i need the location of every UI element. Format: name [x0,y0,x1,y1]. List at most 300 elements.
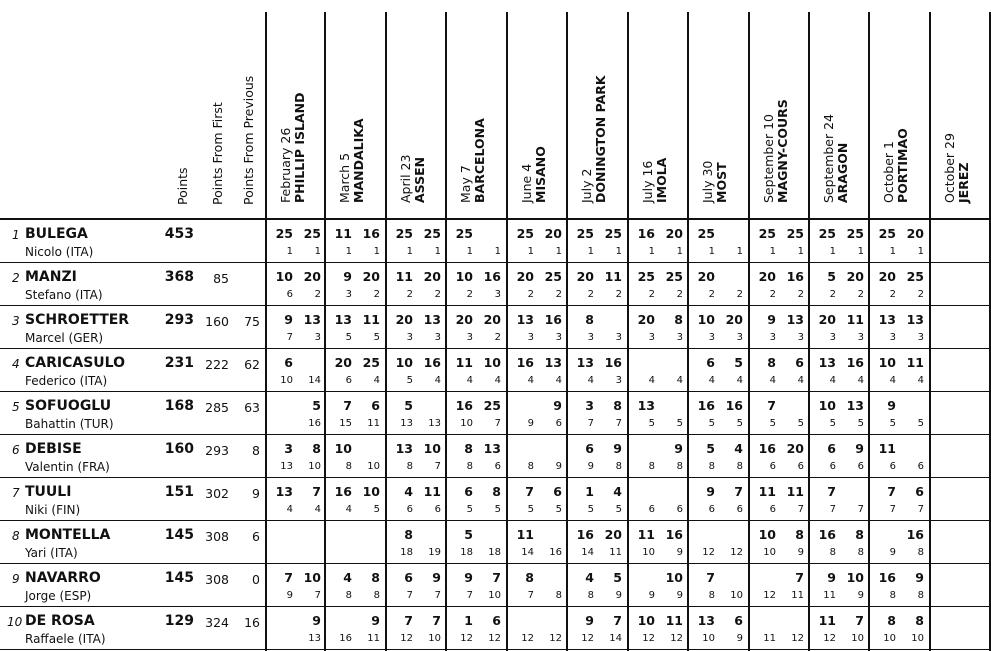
race1-points: 9 [767,312,776,327]
race1-points: 11 [878,441,896,456]
race1-rank: 3 [466,332,473,343]
race2-rank: 2 [917,289,924,300]
race1-rank: 7 [406,590,413,601]
race2-rank: 11 [609,547,622,558]
race1-points: 13 [275,484,293,499]
race1-points: 16 [637,226,655,241]
rider-last-name: SOFUOGLU [25,398,112,414]
race2-points: 13 [846,398,864,413]
table-row [0,219,991,262]
race1-points: 7 [343,398,352,413]
race2-points: 7 [855,613,864,628]
race1-rank: 3 [527,332,534,343]
race1-rank: 5 [769,418,776,429]
race1-rank: 6 [889,461,896,472]
race1-rank: 1 [769,246,776,257]
race-date: March 5 [337,152,352,203]
race1-rank: 3 [406,332,413,343]
race2-rank: 11 [367,418,380,429]
race-date: September 10 [761,114,776,203]
race1-rank: 11 [823,590,836,601]
race2-rank: 7 [434,590,441,601]
race1-points: 25 [758,226,776,241]
race1-points: 8 [525,570,534,585]
race1-rank: 7 [587,418,594,429]
table-row [0,434,991,477]
header-points-from-previous: Points From Previous [241,75,256,205]
race2-rank: 16 [308,418,321,429]
race1-rank: 12 [823,633,836,644]
race2-points: 5 [312,398,321,413]
race1-rank: 2 [587,289,594,300]
race1-rank: 6 [286,289,293,300]
race1-points: 3 [284,441,293,456]
race2-points: 6 [492,613,501,628]
race2-rank: 2 [736,289,743,300]
race2-rank: 7 [857,504,864,515]
race1-rank: 4 [708,375,715,386]
race1-rank: 3 [648,332,655,343]
rider-last-name: MANZI [25,269,77,285]
race2-rank: 5 [676,418,683,429]
rider-first-name-text: Valentin [25,460,74,474]
race2-rank: 4 [494,375,501,386]
race1-rank: 14 [581,547,594,558]
race2-rank: 7 [917,504,924,515]
race1-rank: 3 [708,332,715,343]
points-from-previous: 75 [244,314,260,329]
race1-points: 11 [637,527,655,542]
race2-rank: 2 [615,289,622,300]
race2-points: 10 [483,355,501,370]
race1-points: 25 [637,269,655,284]
race1-points: 5 [706,441,715,456]
table-row [0,348,991,391]
race1-points: 16 [818,527,836,542]
race1-points: 25 [275,226,293,241]
race1-points: 13 [334,312,352,327]
race1-rank: 4 [889,375,896,386]
race1-rank: 12 [702,547,715,558]
race-header [641,158,669,203]
race-date: April 23 [398,154,413,203]
race1-points: 5 [404,398,413,413]
race2-rank: 6 [434,504,441,515]
race1-rank: 4 [829,375,836,386]
race1-points: 7 [767,398,776,413]
points-from-first: 285 [205,400,229,415]
race2-rank: 2 [494,332,501,343]
race1-rank: 2 [708,289,715,300]
race1-points: 7 [284,570,293,585]
race1-points: 11 [334,226,352,241]
race1-rank: 10 [763,547,776,558]
race1-rank: 2 [527,289,534,300]
race1-rank: 3 [345,289,352,300]
rider-nationality: (ITA) [50,546,78,560]
race2-points: 8 [312,441,321,456]
race2-rank: 6 [494,461,501,472]
rider-first-name-text: Bahattin [25,417,76,431]
race2-rank: 6 [797,461,804,472]
race1-rank: 8 [527,461,534,472]
race1-rank: 7 [286,332,293,343]
rider-first-name [25,632,106,646]
race2-rank: 9 [676,590,683,601]
race-name: ARAGON [835,142,850,203]
race2-points: 6 [915,484,924,499]
race2-rank: 1 [555,246,562,257]
rider-first-name [25,460,110,474]
race2-rank: 11 [791,590,804,601]
race1-rank: 2 [829,289,836,300]
race1-rank: 6 [345,375,352,386]
race2-rank: 5 [797,418,804,429]
race2-points: 13 [423,312,441,327]
race2-points: 25 [604,226,622,241]
rider-nationality: (GER) [68,331,104,345]
race1-rank: 12 [763,590,776,601]
race1-rank: 7 [527,590,534,601]
race1-points: 16 [697,398,715,413]
race1-points: 4 [343,570,352,585]
race2-rank: 8 [555,590,562,601]
race1-points: 20 [818,312,836,327]
race2-rank: 13 [308,633,321,644]
race2-rank: 2 [373,289,380,300]
race2-points: 6 [734,613,743,628]
rider-first-name-text: Yari [25,546,47,560]
rider-nationality: (ITA) [65,245,94,259]
race2-points: 8 [855,527,864,542]
race1-rank: 8 [708,461,715,472]
race1-rank: 4 [587,375,594,386]
race1-rank: 10 [883,633,896,644]
race2-rank: 4 [736,375,743,386]
race2-points: 25 [786,226,804,241]
race1-rank: 5 [345,332,352,343]
rider-points: 160 [164,441,194,457]
rider-points: 145 [164,527,194,543]
race2-rank: 5 [736,418,743,429]
race2-rank: 9 [615,590,622,601]
race1-rank: 10 [280,375,293,386]
race1-rank: 3 [829,332,836,343]
race-date: October 1 [881,141,896,203]
race1-points: 20 [576,269,594,284]
table-row [0,563,991,606]
race1-points: 3 [585,398,594,413]
race2-points: 25 [483,398,501,413]
race1-rank: 1 [527,246,534,257]
race1-points: 9 [343,269,352,284]
race2-rank: 2 [676,289,683,300]
race1-points: 9 [585,613,594,628]
race2-rank: 4 [797,375,804,386]
race1-points: 10 [758,527,776,542]
race1-points: 7 [706,570,715,585]
race2-rank: 9 [676,547,683,558]
points-from-previous: 6 [252,529,260,544]
race2-points: 16 [423,355,441,370]
race1-points: 10 [455,269,473,284]
race1-rank: 1 [708,246,715,257]
race2-points: 5 [734,355,743,370]
rider-points: 129 [164,613,194,629]
race1-points: 20 [697,269,715,284]
race2-points: 4 [613,484,622,499]
race1-rank: 6 [648,504,655,515]
row-divider [0,649,991,650]
points-from-first: 308 [205,529,229,544]
race2-rank: 4 [917,375,924,386]
table-row [0,391,991,434]
race1-rank: 7 [829,504,836,515]
race2-points: 16 [544,312,562,327]
race-date: June 4 [519,163,534,203]
points-from-first: 85 [213,271,229,286]
race2-rank: 10 [308,461,321,472]
race2-points: 10 [846,570,864,585]
rider-last-name: BULEGA [25,226,88,242]
rider-nationality: (FRA) [77,460,110,474]
race2-rank: 10 [911,633,924,644]
race2-points: 13 [303,312,321,327]
race2-points: 11 [906,355,924,370]
race2-rank: 12 [791,633,804,644]
race2-rank: 19 [428,547,441,558]
race1-rank: 5 [889,418,896,429]
race-header [943,133,971,203]
race2-points: 16 [362,226,380,241]
race1-rank: 4 [769,375,776,386]
rider-points: 368 [164,269,194,285]
race2-rank: 10 [488,590,501,601]
rider-last-name: MONTELLA [25,527,111,543]
race1-points: 9 [284,312,293,327]
race-date: July 30 [700,160,715,203]
race2-rank: 9 [736,633,743,644]
race2-rank: 4 [555,375,562,386]
rider-position: 4 [12,357,20,371]
rider-first-name-text: Nicolo [25,245,62,259]
race1-points: 20 [758,269,776,284]
race1-points: 10 [878,355,896,370]
race2-points: 11 [846,312,864,327]
rider-last-name: TUULI [25,484,72,500]
race1-points: 20 [516,269,534,284]
race2-rank: 3 [917,332,924,343]
race1-rank: 4 [345,504,352,515]
race-date: October 29 [942,133,957,203]
race1-rank: 4 [648,375,655,386]
race1-rank: 13 [400,418,413,429]
race1-rank: 4 [466,375,473,386]
race1-rank: 12 [460,633,473,644]
race1-rank: 10 [702,633,715,644]
race2-rank: 16 [549,547,562,558]
race1-points: 6 [585,441,594,456]
race1-points: 10 [697,312,715,327]
rider-last-name: SCHROETTER [25,312,130,328]
race2-rank: 7 [494,418,501,429]
race2-rank: 11 [367,633,380,644]
race2-rank: 1 [615,246,622,257]
race1-points: 6 [827,441,836,456]
rider-first-name [25,331,103,345]
race1-points: 8 [767,355,776,370]
race-header [580,75,608,203]
race1-points: 10 [637,613,655,628]
race1-points: 8 [585,312,594,327]
race2-rank: 3 [736,332,743,343]
rider-first-name [25,245,93,259]
race-name: DONINGTON PARK [593,75,608,203]
race2-points: 20 [665,226,683,241]
race1-rank: 9 [527,418,534,429]
race1-points: 16 [878,570,896,585]
race-name: PHILLIP ISLAND [292,92,307,203]
race1-points: 16 [516,355,534,370]
race2-rank: 1 [494,246,501,257]
race2-points: 9 [613,441,622,456]
race2-rank: 8 [676,461,683,472]
race2-points: 10 [665,570,683,585]
race-date: February 26 [278,127,293,203]
race2-rank: 9 [555,461,562,472]
race1-rank: 1 [406,246,413,257]
race-date: September 24 [821,114,836,203]
race1-points: 1 [464,613,473,628]
race2-points: 11 [423,484,441,499]
race1-rank: 8 [648,461,655,472]
race1-rank: 8 [829,547,836,558]
race2-rank: 3 [676,332,683,343]
race2-points: 11 [362,312,380,327]
race-date: May 7 [458,165,473,203]
race-name: MANDALIKA [351,118,366,203]
race2-points: 7 [795,570,804,585]
race1-points: 11 [516,527,534,542]
race2-points: 13 [906,312,924,327]
race2-points: 25 [544,269,562,284]
race-header [762,99,790,203]
race1-points: 16 [455,398,473,413]
race2-points: 8 [371,570,380,585]
race1-rank: 9 [889,547,896,558]
race2-rank: 2 [314,289,321,300]
race1-rank: 9 [286,590,293,601]
race2-points: 6 [795,355,804,370]
race1-points: 11 [395,269,413,284]
race-date: July 16 [640,160,655,203]
race2-points: 20 [846,269,864,284]
rider-nationality: (FIN) [51,503,81,517]
race2-points: 11 [665,613,683,628]
race-header [822,114,850,203]
race-header [279,93,307,204]
table-row [0,606,991,649]
rider-first-name [25,589,91,603]
race1-rank: 5 [466,504,473,515]
race2-rank: 7 [314,590,321,601]
race1-rank: 9 [587,461,594,472]
race1-points: 11 [758,484,776,499]
race1-rank: 8 [889,590,896,601]
race1-rank: 11 [763,633,776,644]
race1-points: 4 [585,570,594,585]
race1-rank: 10 [642,547,655,558]
race1-rank: 5 [648,418,655,429]
race2-rank: 1 [314,246,321,257]
race1-points: 10 [275,269,293,284]
race2-rank: 18 [488,547,501,558]
race1-rank: 18 [460,547,473,558]
race2-rank: 6 [857,461,864,472]
race2-rank: 5 [615,504,622,515]
rider-first-name [25,546,78,560]
race1-rank: 5 [829,418,836,429]
race1-points: 16 [758,441,776,456]
table-row [0,520,991,563]
rider-nationality: (ESP) [59,589,92,603]
race1-rank: 5 [587,504,594,515]
race1-points: 9 [827,570,836,585]
race2-points: 9 [915,570,924,585]
race1-rank: 1 [587,246,594,257]
race2-points: 25 [906,269,924,284]
race2-points: 20 [906,226,924,241]
race2-points: 7 [492,570,501,585]
rider-points: 231 [164,355,194,371]
race1-rank: 3 [889,332,896,343]
race1-points: 6 [404,570,413,585]
race2-rank: 5 [857,418,864,429]
race1-points: 5 [827,269,836,284]
race2-points: 16 [786,269,804,284]
race2-points: 20 [786,441,804,456]
race1-rank: 2 [648,289,655,300]
rider-first-name-text: Marcel [25,331,65,345]
race2-rank: 12 [670,633,683,644]
rider-first-name-text: Raffaele [25,632,75,646]
rider-nationality: (ITA) [79,374,108,388]
race2-rank: 5 [494,504,501,515]
race2-points: 7 [312,484,321,499]
race2-points: 7 [613,613,622,628]
race2-points: 20 [303,269,321,284]
race2-points: 4 [734,441,743,456]
race2-rank: 3 [494,289,501,300]
race2-points: 8 [492,484,501,499]
race1-rank: 2 [406,289,413,300]
race2-rank: 4 [434,375,441,386]
race1-points: 20 [395,312,413,327]
rider-position: 9 [12,572,20,586]
points-from-previous: 9 [252,486,260,501]
race1-rank: 6 [769,461,776,472]
race2-rank: 2 [857,289,864,300]
rider-position: 6 [12,443,20,457]
rider-position: 1 [12,228,20,242]
race2-rank: 8 [917,590,924,601]
race2-rank: 7 [797,504,804,515]
race2-points: 11 [786,484,804,499]
race2-points: 16 [906,527,924,542]
race2-points: 11 [604,269,622,284]
race2-points: 8 [795,527,804,542]
points-from-previous: 62 [244,357,260,372]
